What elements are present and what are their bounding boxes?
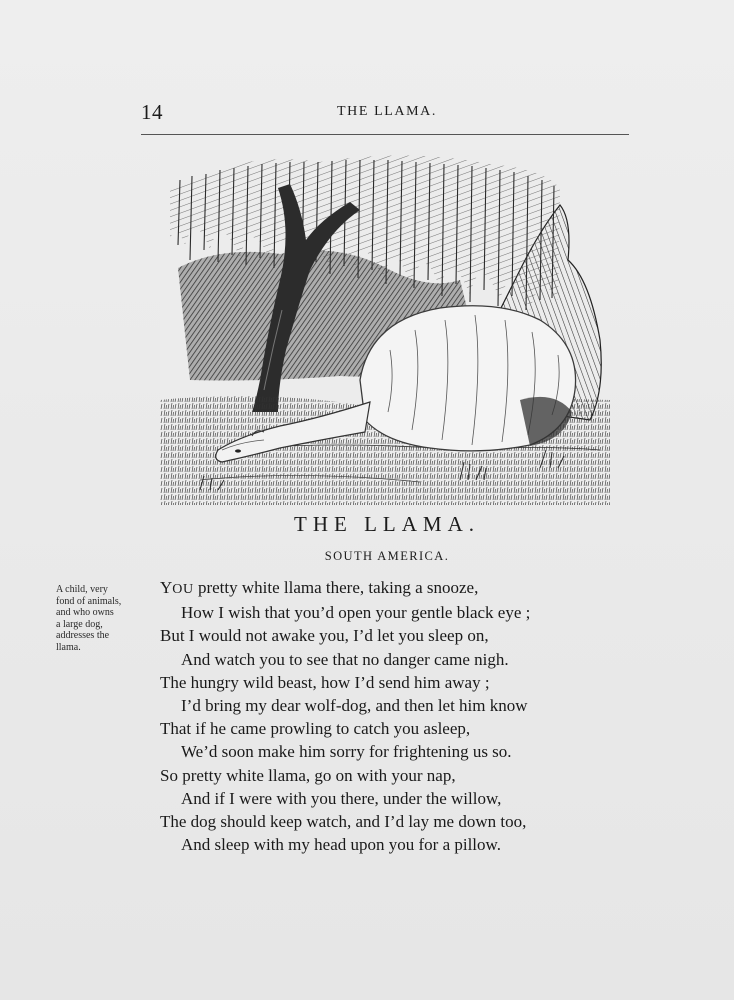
llama-under-willow-engraving: [160, 150, 610, 505]
drop-initial: Y: [160, 578, 173, 597]
poem: [160, 576, 640, 856]
poem-line: And watch you to see that no danger came nigh.: [181, 649, 509, 669]
poem-line: We’d soon make him sorry for frightening us so.: [181, 742, 512, 762]
margin-note-line: llama.: [56, 641, 81, 653]
poem-line: How I wish that you’d open your gentle black eye ;: [181, 603, 531, 623]
poem-line-text: pretty white llama there, taking a snooze,: [193, 578, 479, 597]
margin-note: [56, 584, 134, 653]
plate-title: THE LLAMA.: [294, 512, 480, 536]
margin-note-line: and who owns: [56, 607, 114, 618]
margin-note-line: A child, very: [56, 584, 108, 595]
poem-line: But I would not awake you, I’d let you sleep on,: [160, 626, 489, 646]
poem-line: So pretty white llama, go on with your nap,: [160, 765, 456, 785]
margin-note-line: addresses the: [56, 630, 110, 641]
poem-line: That if he came prowling to catch you asleep,: [160, 719, 471, 739]
poem-line: And if I were with you there, under the willow,: [181, 788, 502, 808]
margin-note-line: a large dog,: [56, 618, 103, 630]
initial-smallcaps: OU: [172, 582, 194, 597]
poem-line: The hungry wild beast, how I’d send him away ;: [160, 672, 490, 692]
plate-subtitle: SOUTH AMERICA.: [324, 549, 450, 563]
page-number: 14: [141, 100, 163, 124]
poem-line: I’d bring my dear wolf-dog, and then let him know: [181, 696, 528, 716]
running-title: THE LLAMA.: [337, 104, 437, 119]
header-rule: [141, 134, 629, 135]
poem-line: [160, 576, 640, 601]
margin-note-line: fond of animals,: [56, 595, 122, 607]
poem-line: The dog should keep watch, and I’d lay me down too,: [160, 812, 527, 832]
poem-line: And sleep with my head upon you for a pillow.: [181, 835, 501, 855]
